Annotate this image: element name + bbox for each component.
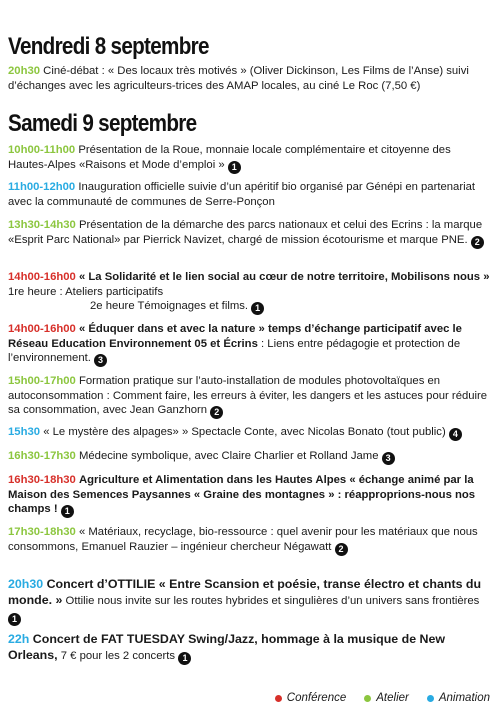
legend-atelier <box>364 692 409 704</box>
blue-dot-icon <box>427 695 434 702</box>
room-number-badge: 1 <box>8 613 21 626</box>
day-heading-friday: Vendredi 8 septembre <box>8 33 209 60</box>
day-heading-saturday: Samedi 9 septembre <box>8 110 197 137</box>
legend <box>275 692 490 704</box>
room-number-badge: 1 <box>251 302 264 315</box>
event-friday-cine <box>8 64 492 93</box>
event-text: Présentation de la démarche des parcs nationaux et celui des Ecrins : la marque «Esprit Parc National» par Pierrick Navizet, chargé de mission écotourisme et marque PNE. <box>8 219 483 246</box>
event-materiaux <box>8 525 492 556</box>
event-text: 7 € pour les 2 concerts <box>57 649 176 662</box>
event-photovoltaique <box>8 374 492 419</box>
event-text: : Liens entre pédagogie et protection de l’environnement. <box>8 337 461 365</box>
room-number-badge: 1 <box>61 505 74 518</box>
event-parcs <box>8 218 492 249</box>
event-time: 16h30-18h30 <box>8 474 76 486</box>
event-text: Ciné-débat : « Des locaux très motivés » (Oliver Dickinson, Les Films de l’Anse) suivi d’échanges avec les agriculteurs-trices des AMAP locales, au ciné Le Roc (7,50 €) <box>8 65 469 92</box>
event-inauguration <box>8 180 492 209</box>
event-text: Présentation de la Roue, monnaie locale complémentaire et citoyenne des Hautes-Alpes «Raisons et Mode d’emploi » <box>8 144 451 171</box>
event-time: 22h <box>8 632 30 646</box>
event-text: Formation pratique sur l’auto-installation de modules photovoltaïques en autoconsommation : Comment faire, les erreurs à éviter, les dangers et les astuces pour réduire sa consommation, avec Jean Ganzhorn <box>8 375 488 417</box>
event-time: 10h00-11h00 <box>8 144 76 156</box>
event-title: « Éduquer dans et avec la nature » temps d’échange participatif avec le Réseau Education Environnement 05 et Écrins <box>8 323 462 350</box>
event-text: Médecine symbolique, avec Claire Charlier et Rolland Jame <box>78 450 379 462</box>
room-number-badge: 3 <box>382 452 395 465</box>
legend-label: Atelier <box>376 692 409 704</box>
event-medecine <box>8 449 492 465</box>
event-text: « Le mystère des alpages» » Spectacle Conte, avec Nicolas Bonato (tout public) <box>43 426 446 438</box>
event-time: 15h30 <box>8 426 41 438</box>
event-time: 14h00-16h00 <box>8 323 76 335</box>
event-time: 14h00-16h00 <box>8 271 76 283</box>
event-agriculture <box>8 473 492 518</box>
event-monnaie <box>8 143 492 174</box>
event-solidarite <box>8 270 492 315</box>
event-time: 16h30-17h30 <box>8 450 76 462</box>
room-number-badge: 3 <box>94 354 107 367</box>
room-number-badge: 2 <box>471 236 484 249</box>
room-number-badge: 1 <box>178 652 191 665</box>
event-time: 17h30-18h30 <box>8 526 76 538</box>
event-concert-fat-tuesday <box>8 632 492 665</box>
room-number-badge: 4 <box>449 428 462 441</box>
event-text: 2e heure Témoignages et films. <box>90 300 249 313</box>
event-text: Ottilie nous invite sur les routes hybrides et singulières d’un univers sans frontières <box>62 594 480 607</box>
event-title: « La Solidarité et le lien social au cœur de notre territoire, Mobilisons nous » <box>78 271 490 283</box>
event-text: « Matériaux, recyclage, bio-ressource : quel avenir pour les matériaux que nous consommons, Emanuel Rauzier – ingénieur chercheur Négawatt <box>8 526 478 553</box>
event-title: Concert d’OTTILIE « Entre Scansion et poésie, transe électro et chants du monde. » <box>8 577 482 607</box>
event-concert-ottilie <box>8 577 492 626</box>
event-text: Inauguration officielle suivie d’un apéritif bio organisé par Génépi en partenariat avec la communauté de communes de Serre-Ponçon <box>8 181 476 208</box>
event-title: Concert de FAT TUESDAY Swing/Jazz, hommage à la musique de New Orleans, <box>8 632 446 662</box>
room-number-badge: 2 <box>335 543 348 556</box>
event-text: 1re heure : Ateliers participatifs <box>8 285 164 298</box>
event-time: 20h30 <box>8 577 44 591</box>
event-time: 11h00-12h00 <box>8 181 76 193</box>
legend-label: Animation <box>438 692 490 704</box>
red-dot-icon <box>275 695 282 702</box>
room-number-badge: 2 <box>210 406 223 419</box>
legend-label: Conférence <box>286 692 347 704</box>
event-conte <box>8 425 492 441</box>
event-time: 15h00-17h00 <box>8 375 76 387</box>
legend-conference <box>275 692 346 704</box>
event-time: 20h30 <box>8 65 41 77</box>
room-number-badge: 1 <box>228 161 241 174</box>
event-eduquer <box>8 322 492 367</box>
legend-animation <box>427 692 490 704</box>
green-dot-icon <box>364 695 371 702</box>
event-time: 13h30-14h30 <box>8 219 76 231</box>
event-title: Agriculture et Alimentation dans les Hautes Alpes « échange animé par la Maison des Semences Paysannes « Graine des montagnes » : réapproprions-nous nos champs ! <box>8 474 476 516</box>
